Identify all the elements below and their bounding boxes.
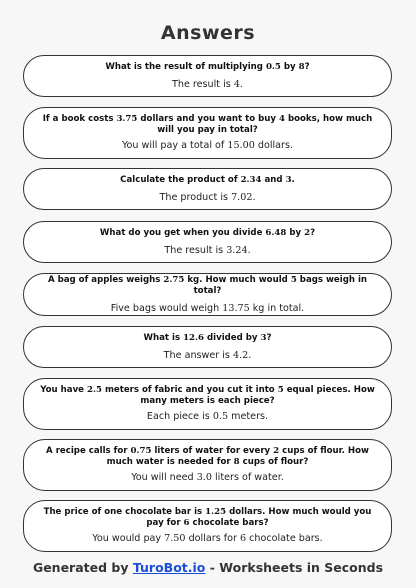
answer-card xyxy=(23,221,392,263)
answer-text: The result is 3.24. xyxy=(164,244,251,256)
answer-card xyxy=(23,168,392,210)
question-text: What is the result of multiplying 0.5 by 8? xyxy=(105,61,310,72)
answer-text: Five bags would weigh 13.75 kg in total. xyxy=(110,302,305,314)
answer-card xyxy=(23,378,392,430)
question-text: If a book costs 3.75 dollars and you want to buy 4 books, how much will you pay in total? xyxy=(42,114,373,135)
answer-text: Each piece is 0.5 meters. xyxy=(146,411,269,422)
answer-card xyxy=(23,439,392,491)
question-text: The price of one chocolate bar is 1.25 dollars. How much would you pay for 6 chocolate bars? xyxy=(43,507,372,528)
footer-suffix: - Worksheets in Seconds xyxy=(205,560,384,575)
answer-text: The result is 4. xyxy=(172,78,243,90)
question-text: Calculate the product of 2.34 and 3. xyxy=(120,174,295,185)
answer-text: You will need 3.0 liters of water. xyxy=(131,472,284,483)
answer-text: You would pay 7.50 dollars for 6 chocolate bars. xyxy=(92,533,323,544)
question-text: What is 12.6 divided by 3? xyxy=(143,332,272,343)
question-text: You have 2.5 meters of fabric and you cut it into 5 equal pieces. How many meters is each piece? xyxy=(40,385,375,406)
footer xyxy=(0,560,416,575)
answer-text: You will pay a total of 15.00 dollars. xyxy=(121,140,294,151)
answer-text: The answer is 4.2. xyxy=(163,349,252,361)
answer-card xyxy=(23,107,392,159)
footer-prefix: Generated by xyxy=(32,560,133,575)
answer-card xyxy=(23,55,392,97)
question-text: A recipe calls for 0.75 liters of water for every 2 cups of flour. How much water is needed for 8 cups of flour? xyxy=(46,446,369,467)
question-text: A bag of apples weighs 2.75 kg. How much would 5 bags weigh in total? xyxy=(47,274,368,296)
question-text: What do you get when you divide 6.48 by 2? xyxy=(99,227,316,238)
turobot-link[interactable]: TuroBot.io xyxy=(132,560,206,575)
page-title: Answers xyxy=(160,22,256,44)
answer-card xyxy=(23,500,392,552)
answer-card xyxy=(23,326,392,368)
answer-text: The product is 7.02. xyxy=(159,191,256,203)
answer-card xyxy=(23,273,392,316)
